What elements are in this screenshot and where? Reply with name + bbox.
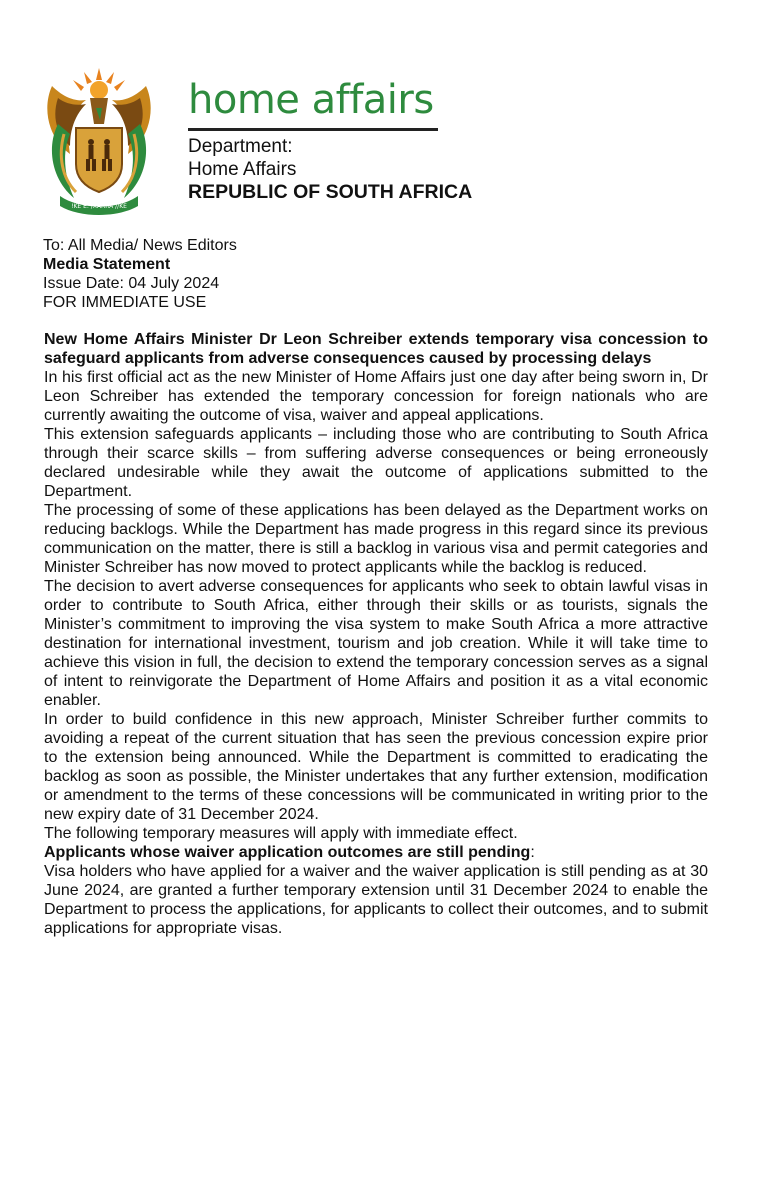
paragraph-4: The decision to avert adverse consequences for applicants who seek to obtain lawful visas in order to contribute to South Africa, either through their skills or as tourists, signals the Minister’s commitment to improving the visa system to make South Africa a more attractive destination for international investment, tourism and job creation. While it will take time to achieve this vision in full, the decision to extend the temporary concession serves as a signal of intent to reinvigorate the Department of Home Affairs and position it as a vital economic enabler.	[44, 578, 708, 709]
release-instruction: FOR IMMEDIATE USE	[43, 294, 207, 311]
statement-headline: New Home Affairs Minister Dr Leon Schreiber extends temporary visa concession to safeguard applicants from adverse consequences caused by processing delays	[44, 331, 708, 367]
coat-of-arms-logo	[40, 68, 158, 216]
crest-motto: !KE E: /XARRA //KE	[71, 203, 127, 210]
paragraph-2: This extension safeguards applicants – including those who are contributing to South Africa through their scarce skills – from suffering adverse consequences or being erroneously declared undesirable while they await the outcome of applications submitted to the Department.	[44, 426, 708, 500]
paragraph-3: The processing of some of these applications has been delayed as the Department works on reducing backlogs. While the Department has made progress in this regard since its previous communication on the matter, there is still a backlog in various visa and permit categories and Minister Schreiber has now moved to protect applicants while the backlog is reduced.	[44, 502, 708, 576]
section-subheading	[44, 843, 708, 862]
department-name: Home Affairs	[188, 159, 297, 180]
country-name: REPUBLIC OF SOUTH AFRICA	[188, 181, 473, 203]
recipient-line: To: All Media/ News Editors	[43, 237, 237, 254]
brand-block	[188, 78, 472, 204]
brand-name: home affairs	[188, 77, 434, 123]
statement-type: Media Statement	[43, 256, 171, 273]
statement-meta	[43, 236, 237, 312]
department-label: Department:	[188, 136, 293, 157]
statement-body	[44, 330, 708, 938]
subheading-text: Applicants whose waiver application outcomes are still pending	[44, 844, 531, 861]
brand-divider	[188, 128, 438, 131]
issue-date: Issue Date: 04 July 2024	[43, 275, 220, 292]
subheading-colon: :	[530, 844, 535, 861]
paragraph-final: Visa holders who have applied for a waiver and the waiver application is still pending as at 30 June 2024, are granted a further temporary extension until 31 December 2024 to enable the Department to process the applications, for applicants to collect their outcomes, and to submit applications for appropriate visas.	[44, 863, 708, 937]
paragraph-6: The following temporary measures will apply with immediate effect.	[44, 825, 518, 842]
paragraph-1: In his first official act as the new Minister of Home Affairs just one day after being sworn in, Dr Leon Schreiber has extended the temporary concession for foreign nationals who are currently awaiting the outcome of visa, waiver and appeal applications.	[44, 369, 708, 424]
paragraph-5: In order to build confidence in this new approach, Minister Schreiber further commits to avoiding a repeat of the current situation that has seen the previous concession expire prior to the extension being announced. While the Department is committed to eradicating the backlog as soon as possible, the Minister undertakes that any further extension, modification or amendment to the terms of these concessions will be communicated in writing prior to the new expiry date of 31 December 2024.	[44, 711, 708, 823]
